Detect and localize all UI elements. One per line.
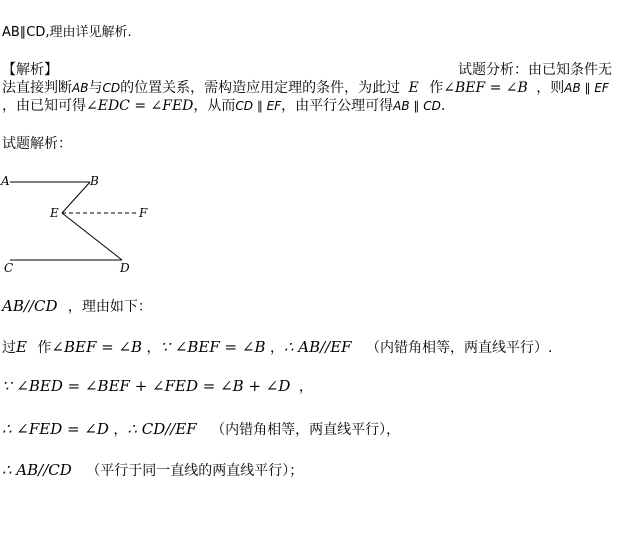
step-text: 过 xyxy=(2,340,16,356)
analysis-label: 试题分析：由已知条件无 xyxy=(458,62,612,78)
analysis-text: ，则 xyxy=(536,80,565,96)
analysis-text: 作 xyxy=(429,80,444,96)
math-angle-bef: ∠BEF = ∠B xyxy=(443,80,528,96)
math-angle-fed: ∴ ∠FED = ∠D xyxy=(2,420,109,438)
analysis-tag: 【解析】 xyxy=(2,62,58,78)
step-text: （内错角相等，两直线平行）， xyxy=(211,422,401,438)
step-3 xyxy=(2,378,313,395)
math-ab-cd: AB//CD xyxy=(2,297,58,315)
math-e: E xyxy=(16,338,27,356)
step-4 xyxy=(2,421,400,438)
math-e: E xyxy=(408,80,419,96)
analysis-text: . xyxy=(440,98,446,114)
step-text: ， xyxy=(113,422,128,438)
analysis-text: ，由平行公理可得 xyxy=(281,98,394,114)
step-text: ， xyxy=(269,340,284,356)
step-2 xyxy=(2,339,552,356)
analysis-text: 的位置关系，需构造应用定理的条件，为此过 xyxy=(120,80,401,96)
math-angle-sum: ∵ ∠BED = ∠BEF + ∠FED = ∠B + ∠D xyxy=(2,377,291,395)
label-f: F xyxy=(139,206,148,220)
step-text: 作 xyxy=(37,340,52,356)
analysis-text: ，从而 xyxy=(193,98,236,114)
analysis-text: 与 xyxy=(88,80,103,96)
analysis-line-2 xyxy=(2,80,609,96)
segment-ed xyxy=(62,213,122,260)
analysis-text: ，由已知可得 xyxy=(2,98,86,114)
math-ab-cd-final: ∴ AB//CD xyxy=(2,461,72,479)
step-text: ，理由如下： xyxy=(67,299,152,315)
step-5 xyxy=(2,462,303,479)
geometry-figure xyxy=(0,168,180,280)
math-therefore: ∴ AB//EF xyxy=(283,338,352,356)
analysis-line-3 xyxy=(2,98,445,114)
label-a: A xyxy=(1,174,10,188)
label-e: E xyxy=(50,206,59,220)
math-ab: AB xyxy=(72,81,89,95)
math-ab-cd: AB ∥ CD xyxy=(393,99,441,113)
label-b: B xyxy=(90,174,99,188)
math-cd-ef: ∴ CD//EF xyxy=(127,420,197,438)
step-text: ， xyxy=(146,340,161,356)
label-d: D xyxy=(120,261,130,275)
step-text: （内错角相等，两直线平行）. xyxy=(366,340,553,356)
math-angle-bef: ∠BEF = ∠B xyxy=(51,338,143,356)
step-text: ， xyxy=(298,379,313,395)
solution-title: 试题解析： xyxy=(2,136,72,152)
math-ab-ef: AB ∥ EF xyxy=(564,81,609,95)
math-because: ∵ ∠BEF = ∠B xyxy=(160,338,266,356)
answer-head: AB∥CD,理由详见解析. xyxy=(2,25,132,40)
math-cd: CD xyxy=(102,81,121,95)
analysis-text: 法直接判断 xyxy=(2,80,72,96)
math-angle-edc: ∠EDC = ∠FED xyxy=(86,98,194,114)
math-cd-ef: CD ∥ EF xyxy=(235,99,282,113)
segment-be xyxy=(62,182,90,213)
label-c: C xyxy=(4,261,14,275)
step-1 xyxy=(2,298,152,315)
step-text: （平行于同一直线的两直线平行）； xyxy=(86,463,304,479)
